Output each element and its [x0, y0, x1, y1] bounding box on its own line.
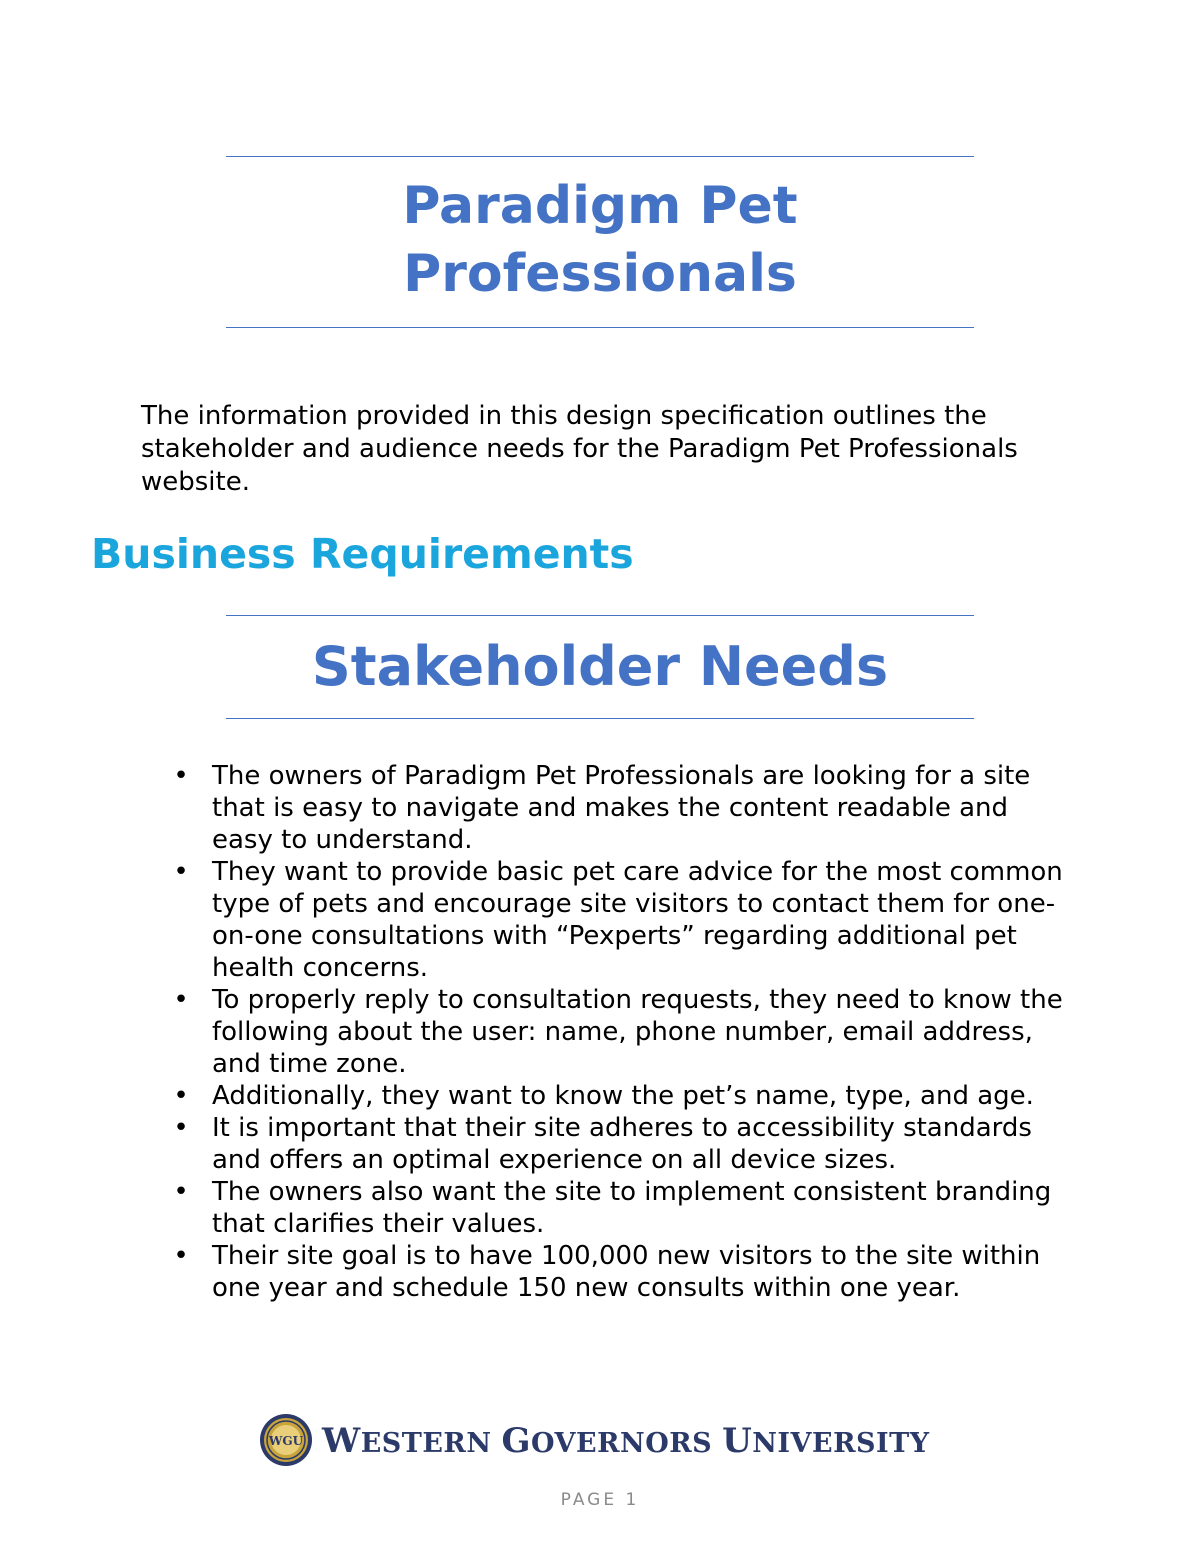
logo-word-overnors: OVERNORS [531, 1428, 723, 1459]
list-item-text: Their site goal is to have 100,000 new visitors to the site within one year and schedule 150 new consults within one year. [212, 1241, 1041, 1303]
bullet-icon: • [173, 1081, 189, 1111]
bullet-icon: • [173, 1177, 189, 1207]
document-title [226, 172, 974, 308]
list-item [173, 1112, 1072, 1176]
logo-letter-w: W [322, 1421, 361, 1461]
list-item-text: The owners of Paradigm Pet Professionals are looking for a site that is easy to navigate and makes the content readable and easy to understand. [212, 761, 1031, 855]
list-item [173, 760, 1072, 856]
list-item [173, 1240, 1072, 1304]
subsection-bottom-rule [226, 718, 974, 719]
title-bottom-rule [226, 327, 974, 328]
list-item-text: They want to provide basic pet care advice for the most common type of pets and encourage site visitors to contact them for one-on-one consultations with “Pexperts” regarding additional pet health concerns. [212, 857, 1063, 983]
list-item-text: The owners also want the site to implement consistent branding that clarifies their values. [212, 1177, 1052, 1239]
logo-letter-g: G [501, 1421, 532, 1461]
document-title-line-2: Professionals [403, 244, 797, 304]
list-item-text: Additionally, they want to know the pet’s name, type, and age. [212, 1081, 1034, 1111]
wgu-seal-icon [258, 1412, 314, 1468]
bullet-icon: • [173, 857, 189, 887]
page-number: PAGE 1 [560, 1490, 640, 1510]
bullet-icon: • [173, 761, 189, 791]
logo-letter-u: U [722, 1421, 753, 1461]
list-item [173, 856, 1072, 984]
logo-word-niversity: NIVERSITY [752, 1428, 930, 1459]
list-item-text: It is important that their site adheres to accessibility standards and offers an optimal experience on all device sizes. [212, 1113, 1032, 1175]
seal-letters: WGU [268, 1434, 304, 1448]
section-heading-business-requirements: Business Requirements [91, 530, 634, 578]
document-title-line-1: Paradigm Pet [402, 176, 798, 236]
bullet-icon: • [173, 985, 189, 1015]
list-item [173, 1176, 1072, 1240]
wgu-logo [258, 1412, 930, 1468]
wgu-logo-text [322, 1420, 930, 1465]
subsection-title-stakeholder-needs: Stakeholder Needs [311, 635, 889, 698]
logo-word-estern: ESTERN [360, 1428, 502, 1459]
subsection-top-rule [226, 615, 974, 616]
title-top-rule [226, 156, 974, 157]
list-item [173, 1080, 1072, 1112]
list-item-text: To properly reply to consultation requests, they need to know the following about the user: name, phone number, email address, and time zone. [212, 985, 1063, 1079]
intro-paragraph: The information provided in this design specification outlines the stakeholder and audience needs for the Paradigm Pet Professionals website. [141, 401, 1018, 497]
stakeholder-needs-list [173, 760, 1072, 1304]
list-item [173, 984, 1072, 1080]
bullet-icon: • [173, 1113, 189, 1143]
bullet-icon: • [173, 1241, 189, 1271]
